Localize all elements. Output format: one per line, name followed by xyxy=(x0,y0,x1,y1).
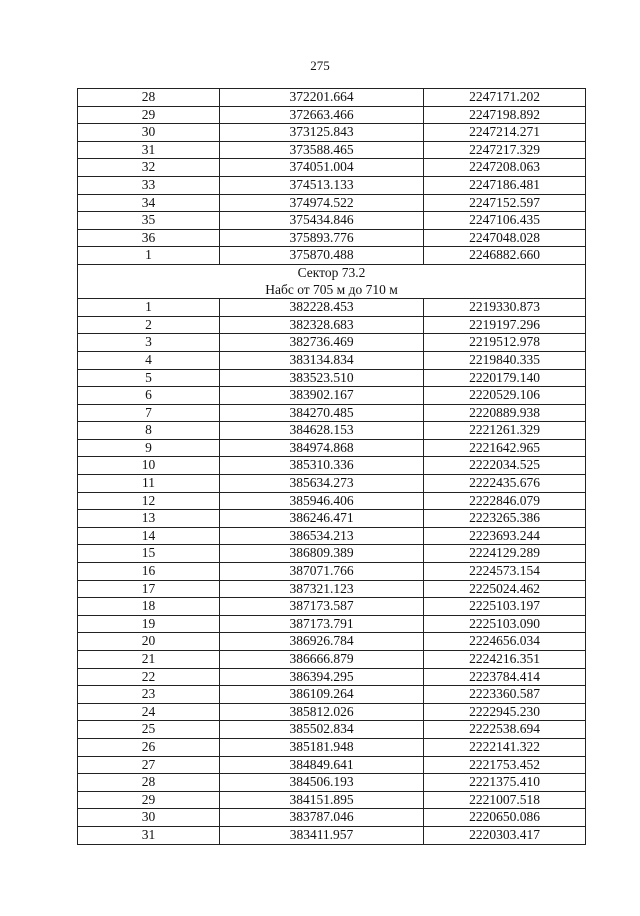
x-coordinate-cell: 382328.683 xyxy=(220,316,424,334)
point-number-cell: 17 xyxy=(78,580,220,598)
x-coordinate-cell: 385634.273 xyxy=(220,475,424,493)
x-coordinate-cell: 382228.453 xyxy=(220,299,424,317)
point-number-cell: 15 xyxy=(78,545,220,563)
table-row xyxy=(78,212,586,230)
x-coordinate-cell: 386926.784 xyxy=(220,633,424,651)
table-row xyxy=(78,299,586,317)
y-coordinate-cell: 2222141.322 xyxy=(424,738,586,756)
x-coordinate-cell: 384270.485 xyxy=(220,404,424,422)
x-coordinate-cell: 374974.522 xyxy=(220,194,424,212)
y-coordinate-cell: 2225103.197 xyxy=(424,598,586,616)
y-coordinate-cell: 2246882.660 xyxy=(424,247,586,265)
y-coordinate-cell: 2222538.694 xyxy=(424,721,586,739)
x-coordinate-cell: 373125.843 xyxy=(220,124,424,142)
point-number-cell: 5 xyxy=(78,369,220,387)
x-coordinate-cell: 372201.664 xyxy=(220,89,424,107)
point-number-cell: 34 xyxy=(78,194,220,212)
point-number-cell: 1 xyxy=(78,247,220,265)
table-row xyxy=(78,422,586,440)
point-number-cell: 3 xyxy=(78,334,220,352)
y-coordinate-cell: 2247217.329 xyxy=(424,141,586,159)
x-coordinate-cell: 374051.004 xyxy=(220,159,424,177)
x-coordinate-cell: 375434.846 xyxy=(220,212,424,230)
table-row xyxy=(78,404,586,422)
table-row xyxy=(78,633,586,651)
table-row xyxy=(78,334,586,352)
y-coordinate-cell: 2222846.079 xyxy=(424,492,586,510)
x-coordinate-cell: 384151.895 xyxy=(220,791,424,809)
table-row xyxy=(78,791,586,809)
x-coordinate-cell: 385310.336 xyxy=(220,457,424,475)
x-coordinate-cell: 386394.295 xyxy=(220,668,424,686)
y-coordinate-cell: 2225024.462 xyxy=(424,580,586,598)
section-subtitle: Набс от 705 м до 710 м xyxy=(265,281,398,297)
table-row xyxy=(78,475,586,493)
page-number: 275 xyxy=(310,58,330,73)
y-coordinate-cell: 2247048.028 xyxy=(424,229,586,247)
table-body-top xyxy=(78,89,586,265)
y-coordinate-cell: 2224573.154 xyxy=(424,563,586,581)
table-row xyxy=(78,703,586,721)
table-row xyxy=(78,229,586,247)
point-number-cell: 33 xyxy=(78,176,220,194)
x-coordinate-cell: 383523.510 xyxy=(220,369,424,387)
table-row xyxy=(78,563,586,581)
section-header-row xyxy=(78,264,586,298)
table-row xyxy=(78,457,586,475)
point-number-cell: 31 xyxy=(78,826,220,844)
table-row xyxy=(78,194,586,212)
y-coordinate-cell: 2247208.063 xyxy=(424,159,586,177)
x-coordinate-cell: 385181.948 xyxy=(220,738,424,756)
point-number-cell: 10 xyxy=(78,457,220,475)
y-coordinate-cell: 2219840.335 xyxy=(424,351,586,369)
table-row xyxy=(78,826,586,844)
table-row xyxy=(78,721,586,739)
point-number-cell: 35 xyxy=(78,212,220,230)
x-coordinate-cell: 375870.488 xyxy=(220,247,424,265)
y-coordinate-cell: 2220179.140 xyxy=(424,369,586,387)
x-coordinate-cell: 373588.465 xyxy=(220,141,424,159)
point-number-cell: 36 xyxy=(78,229,220,247)
x-coordinate-cell: 384628.153 xyxy=(220,422,424,440)
point-number-cell: 27 xyxy=(78,756,220,774)
point-number-cell: 28 xyxy=(78,89,220,107)
table-row xyxy=(78,527,586,545)
y-coordinate-cell: 2220529.106 xyxy=(424,387,586,405)
x-coordinate-cell: 383902.167 xyxy=(220,387,424,405)
point-number-cell: 30 xyxy=(78,124,220,142)
x-coordinate-cell: 386246.471 xyxy=(220,510,424,528)
point-number-cell: 20 xyxy=(78,633,220,651)
point-number-cell: 22 xyxy=(78,668,220,686)
y-coordinate-cell: 2220650.086 xyxy=(424,809,586,827)
y-coordinate-cell: 2221642.965 xyxy=(424,439,586,457)
x-coordinate-cell: 384849.641 xyxy=(220,756,424,774)
x-coordinate-cell: 385502.834 xyxy=(220,721,424,739)
y-coordinate-cell: 2247186.481 xyxy=(424,176,586,194)
table-row xyxy=(78,369,586,387)
point-number-cell: 16 xyxy=(78,563,220,581)
table-row xyxy=(78,176,586,194)
y-coordinate-cell: 2223784.414 xyxy=(424,668,586,686)
point-number-cell: 29 xyxy=(78,791,220,809)
y-coordinate-cell: 2224216.351 xyxy=(424,651,586,669)
y-coordinate-cell: 2220303.417 xyxy=(424,826,586,844)
table-row xyxy=(78,439,586,457)
point-number-cell: 1 xyxy=(78,299,220,317)
x-coordinate-cell: 386534.213 xyxy=(220,527,424,545)
point-number-cell: 2 xyxy=(78,316,220,334)
point-number-cell: 4 xyxy=(78,351,220,369)
table-body-bottom xyxy=(78,299,586,844)
point-number-cell: 32 xyxy=(78,159,220,177)
table-row xyxy=(78,580,586,598)
table-row xyxy=(78,756,586,774)
y-coordinate-cell: 2221261.329 xyxy=(424,422,586,440)
x-coordinate-cell: 374513.133 xyxy=(220,176,424,194)
point-number-cell: 24 xyxy=(78,703,220,721)
x-coordinate-cell: 383411.957 xyxy=(220,826,424,844)
point-number-cell: 31 xyxy=(78,141,220,159)
point-number-cell: 11 xyxy=(78,475,220,493)
section-title: Сектор 73.2 xyxy=(297,264,366,280)
point-number-cell: 7 xyxy=(78,404,220,422)
table-row xyxy=(78,651,586,669)
y-coordinate-cell: 2247106.435 xyxy=(424,212,586,230)
section-header-cell xyxy=(78,264,586,298)
y-coordinate-cell: 2223265.386 xyxy=(424,510,586,528)
point-number-cell: 13 xyxy=(78,510,220,528)
x-coordinate-cell: 387321.123 xyxy=(220,580,424,598)
table-section xyxy=(78,264,586,298)
table-row xyxy=(78,510,586,528)
table-row xyxy=(78,738,586,756)
table-row xyxy=(78,809,586,827)
point-number-cell: 25 xyxy=(78,721,220,739)
y-coordinate-cell: 2219512.978 xyxy=(424,334,586,352)
table-row xyxy=(78,106,586,124)
x-coordinate-cell: 383787.046 xyxy=(220,809,424,827)
point-number-cell: 28 xyxy=(78,774,220,792)
x-coordinate-cell: 386109.264 xyxy=(220,686,424,704)
point-number-cell: 18 xyxy=(78,598,220,616)
table-row xyxy=(78,668,586,686)
point-number-cell: 26 xyxy=(78,738,220,756)
table-row xyxy=(78,89,586,107)
table-row xyxy=(78,774,586,792)
point-number-cell: 23 xyxy=(78,686,220,704)
table-row xyxy=(78,492,586,510)
y-coordinate-cell: 2247152.597 xyxy=(424,194,586,212)
point-number-cell: 19 xyxy=(78,615,220,633)
y-coordinate-cell: 2247214.271 xyxy=(424,124,586,142)
table-row xyxy=(78,316,586,334)
y-coordinate-cell: 2225103.090 xyxy=(424,615,586,633)
x-coordinate-cell: 384506.193 xyxy=(220,774,424,792)
y-coordinate-cell: 2220889.938 xyxy=(424,404,586,422)
x-coordinate-cell: 386809.389 xyxy=(220,545,424,563)
y-coordinate-cell: 2224129.289 xyxy=(424,545,586,563)
table-row xyxy=(78,598,586,616)
y-coordinate-cell: 2219330.873 xyxy=(424,299,586,317)
x-coordinate-cell: 387173.587 xyxy=(220,598,424,616)
x-coordinate-cell: 385812.026 xyxy=(220,703,424,721)
x-coordinate-cell: 383134.834 xyxy=(220,351,424,369)
table-row xyxy=(78,686,586,704)
x-coordinate-cell: 372663.466 xyxy=(220,106,424,124)
table-row xyxy=(78,124,586,142)
x-coordinate-cell: 385946.406 xyxy=(220,492,424,510)
table-row xyxy=(78,141,586,159)
y-coordinate-cell: 2224656.034 xyxy=(424,633,586,651)
point-number-cell: 29 xyxy=(78,106,220,124)
table-row xyxy=(78,351,586,369)
y-coordinate-cell: 2222945.230 xyxy=(424,703,586,721)
point-number-cell: 14 xyxy=(78,527,220,545)
x-coordinate-cell: 386666.879 xyxy=(220,651,424,669)
x-coordinate-cell: 384974.868 xyxy=(220,439,424,457)
point-number-cell: 9 xyxy=(78,439,220,457)
coordinates-table xyxy=(77,88,586,845)
table-row xyxy=(78,545,586,563)
y-coordinate-cell: 2221375.410 xyxy=(424,774,586,792)
y-coordinate-cell: 2247171.202 xyxy=(424,89,586,107)
x-coordinate-cell: 382736.469 xyxy=(220,334,424,352)
x-coordinate-cell: 375893.776 xyxy=(220,229,424,247)
table-row xyxy=(78,159,586,177)
y-coordinate-cell: 2221007.518 xyxy=(424,791,586,809)
y-coordinate-cell: 2223693.244 xyxy=(424,527,586,545)
y-coordinate-cell: 2219197.296 xyxy=(424,316,586,334)
point-number-cell: 6 xyxy=(78,387,220,405)
table-row xyxy=(78,387,586,405)
y-coordinate-cell: 2222034.525 xyxy=(424,457,586,475)
y-coordinate-cell: 2247198.892 xyxy=(424,106,586,124)
y-coordinate-cell: 2222435.676 xyxy=(424,475,586,493)
y-coordinate-cell: 2221753.452 xyxy=(424,756,586,774)
y-coordinate-cell: 2223360.587 xyxy=(424,686,586,704)
point-number-cell: 8 xyxy=(78,422,220,440)
x-coordinate-cell: 387173.791 xyxy=(220,615,424,633)
x-coordinate-cell: 387071.766 xyxy=(220,563,424,581)
table-row xyxy=(78,247,586,265)
table-row xyxy=(78,615,586,633)
point-number-cell: 12 xyxy=(78,492,220,510)
point-number-cell: 30 xyxy=(78,809,220,827)
point-number-cell: 21 xyxy=(78,651,220,669)
